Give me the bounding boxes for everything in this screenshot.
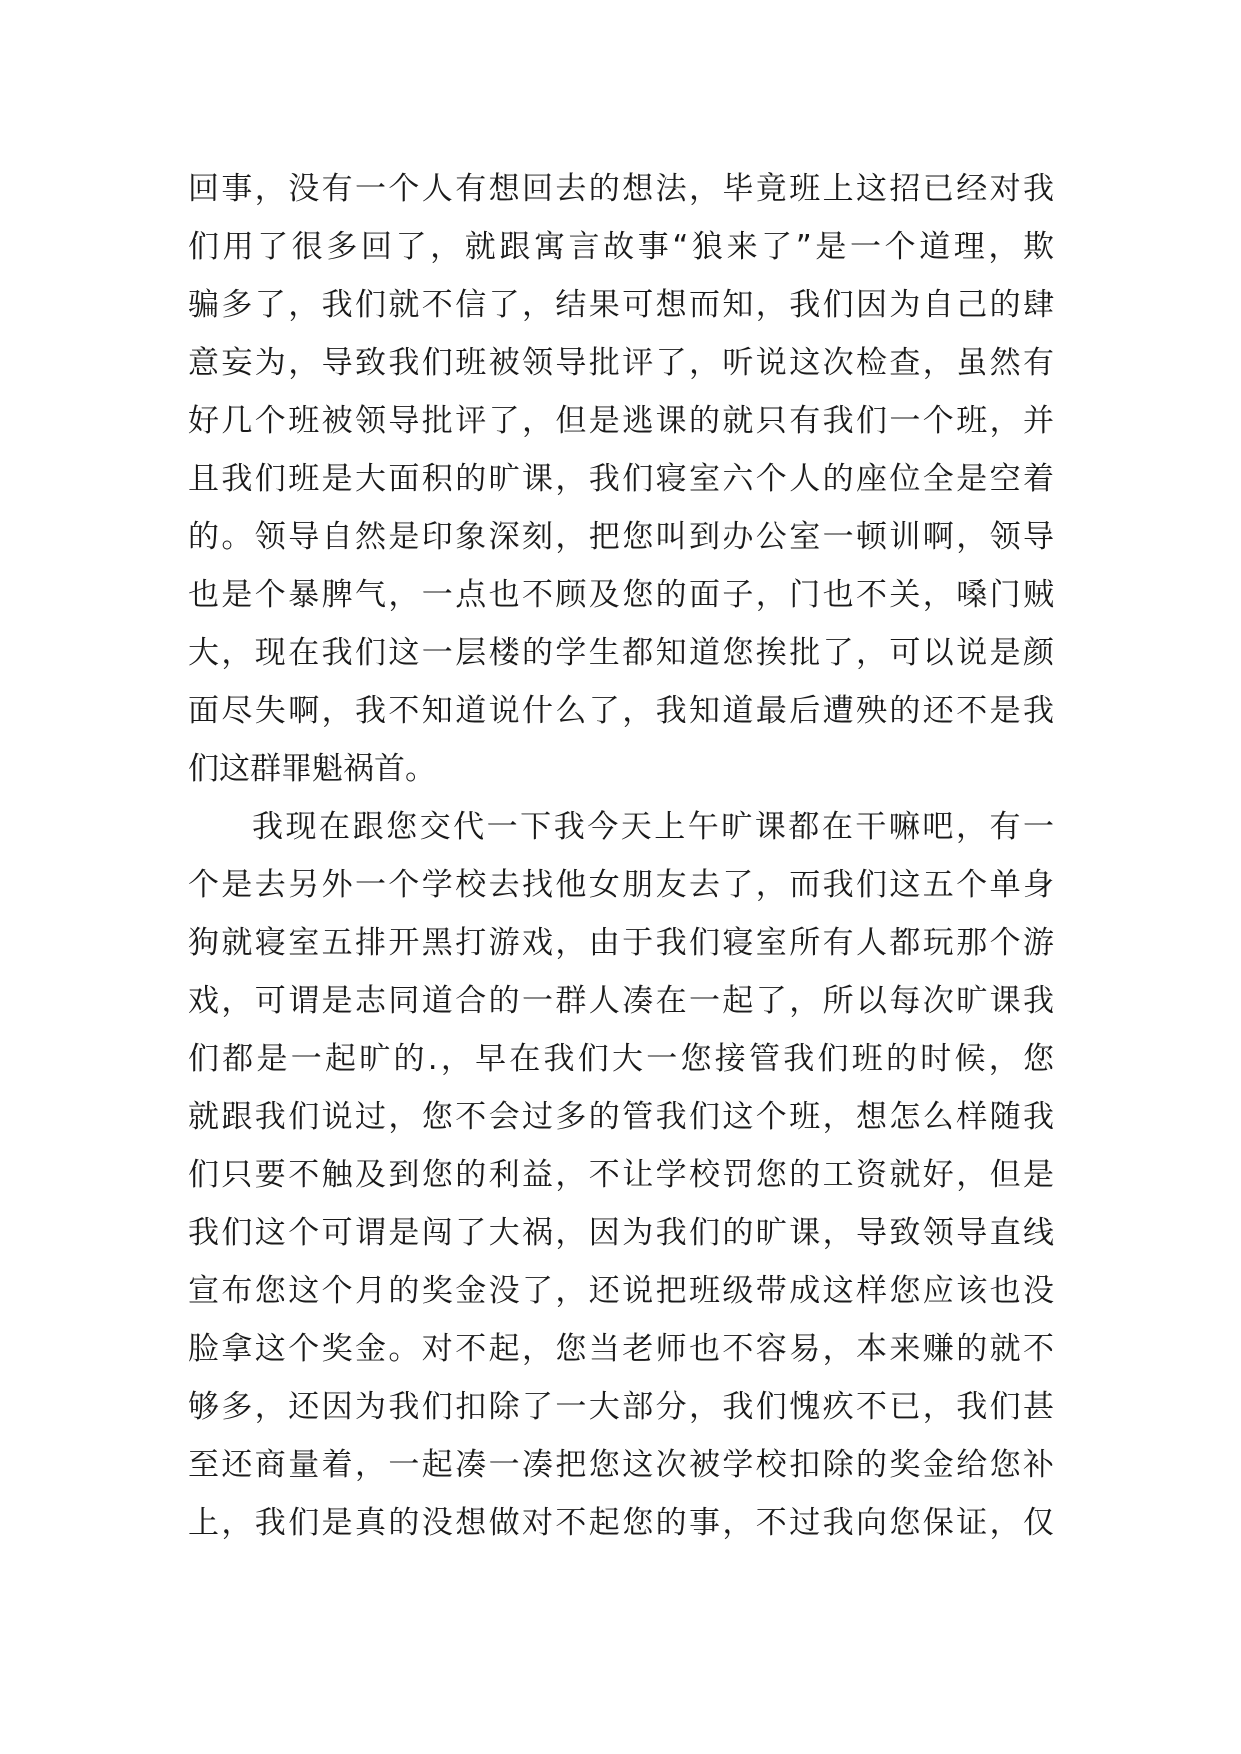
text-line: 们用了很多回了，就跟寓言故事“狼来了”是一个道理，欺 — [188, 229, 1054, 265]
text-line: 戏，可谓是志同道合的一群人凑在一起了，所以每次旷课我 — [188, 983, 1054, 1019]
text-line: 们这群罪魁祸首。 — [188, 751, 436, 787]
text-line: 至还商量着，一起凑一凑把您这次被学校扣除的奖金给您补 — [188, 1447, 1054, 1483]
text-line: 们都是一起旷的.，早在我们大一您接管我们班的时候，您 — [188, 1041, 1054, 1077]
paragraph-1 — [188, 160, 1054, 798]
text-line: 们只要不触及到您的利益，不让学校罚您的工资就好，但是 — [188, 1157, 1054, 1193]
text-line: 面尽失啊，我不知道说什么了，我知道最后遭殃的还不是我 — [188, 693, 1054, 729]
text-line: 就跟我们说过，您不会过多的管我们这个班，想怎么样随我 — [188, 1099, 1054, 1135]
text-line: 意妄为，导致我们班被领导批评了，听说这次检查，虽然有 — [188, 345, 1054, 381]
text-line: 我们这个可谓是闯了大祸，因为我们的旷课，导致领导直线 — [188, 1215, 1054, 1251]
text-line: 够多，还因为我们扣除了一大部分，我们愧疚不已，我们甚 — [188, 1389, 1054, 1425]
text-line: 狗就寝室五排开黑打游戏，由于我们寝室所有人都玩那个游 — [188, 925, 1054, 961]
text-line: 大，现在我们这一层楼的学生都知道您挨批了，可以说是颜 — [188, 635, 1054, 671]
text-line: 的。领导自然是印象深刻，把您叫到办公室一顿训啊，领导 — [188, 519, 1054, 555]
text-line: 上，我们是真的没想做对不起您的事，不过我向您保证，仅 — [188, 1505, 1054, 1541]
text-line: 骗多了，我们就不信了，结果可想而知，我们因为自己的肆 — [188, 287, 1054, 323]
text-line: 回事，没有一个人有想回去的想法，毕竟班上这招已经对我 — [188, 171, 1054, 207]
text-line: 好几个班被领导批评了，但是逃课的就只有我们一个班，并 — [188, 403, 1054, 439]
document-body — [188, 160, 1054, 1552]
paragraph-2 — [188, 798, 1054, 1552]
text-line: 且我们班是大面积的旷课，我们寝室六个人的座位全是空着 — [188, 461, 1054, 497]
text-line: 脸拿这个奖金。对不起，您当老师也不容易，本来赚的就不 — [188, 1331, 1054, 1367]
text-line: 我现在跟您交代一下我今天上午旷课都在干嘛吧，有一 — [252, 809, 1054, 845]
text-line: 也是个暴脾气，一点也不顾及您的面子，门也不关，嗓门贼 — [188, 577, 1054, 613]
text-line: 个是去另外一个学校去找他女朋友去了，而我们这五个单身 — [188, 867, 1054, 903]
text-line: 宣布您这个月的奖金没了，还说把班级带成这样您应该也没 — [188, 1273, 1054, 1309]
